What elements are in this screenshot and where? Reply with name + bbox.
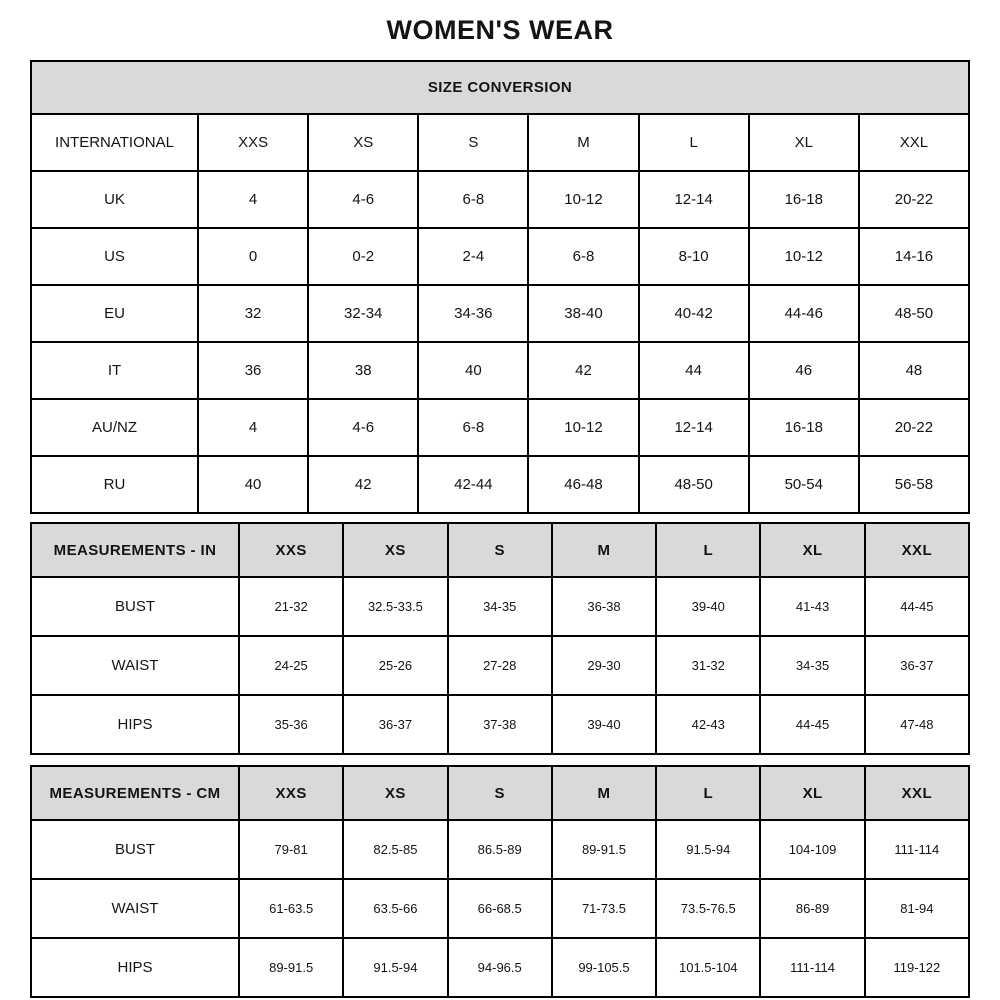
- cell: 35-36: [239, 695, 343, 754]
- cell: 10-12: [749, 228, 859, 285]
- cell: 6-8: [418, 171, 528, 228]
- cell: 41-43: [760, 577, 864, 636]
- table-row-ru: [31, 456, 969, 513]
- cell: 10-12: [528, 171, 638, 228]
- cell: 86.5-89: [448, 820, 552, 879]
- size-header-xxs: XXS: [239, 523, 343, 577]
- cell: 4: [198, 171, 308, 228]
- cell: 0: [198, 228, 308, 285]
- table-row-aunz: [31, 399, 969, 456]
- size-header-s: S: [448, 523, 552, 577]
- cell: 46: [749, 342, 859, 399]
- size-header-xxs: XXS: [198, 114, 308, 171]
- size-header-xxs: XXS: [239, 766, 343, 820]
- size-header-xs: XS: [343, 523, 447, 577]
- row-label-ru: RU: [31, 456, 198, 513]
- cell: 0-2: [308, 228, 418, 285]
- table-row-waist-cm: [31, 879, 969, 938]
- row-label-it: IT: [31, 342, 198, 399]
- cell: 36-37: [343, 695, 447, 754]
- cell: 16-18: [749, 171, 859, 228]
- cell: 56-58: [859, 456, 969, 513]
- cell: 42: [308, 456, 418, 513]
- measurements-cm-title: MEASUREMENTS - CM: [31, 766, 239, 820]
- size-header-m: M: [552, 766, 656, 820]
- cell: 50-54: [749, 456, 859, 513]
- cell: 44-45: [865, 577, 969, 636]
- size-header-xl: XL: [749, 114, 859, 171]
- cell: 31-32: [656, 636, 760, 695]
- page-title: WOMEN'S WEAR: [386, 15, 614, 45]
- table-row-us: [31, 228, 969, 285]
- size-conversion-table: [30, 60, 970, 514]
- cell: 94-96.5: [448, 938, 552, 997]
- size-header-xs: XS: [308, 114, 418, 171]
- cell: 81-94: [865, 879, 969, 938]
- cell: 42: [528, 342, 638, 399]
- cell: 4-6: [308, 171, 418, 228]
- cell: 101.5-104: [656, 938, 760, 997]
- row-label-bust: BUST: [31, 820, 239, 879]
- cell: 37-38: [448, 695, 552, 754]
- cell: 66-68.5: [448, 879, 552, 938]
- cell: 12-14: [639, 171, 749, 228]
- size-header-m: M: [528, 114, 638, 171]
- cell: 82.5-85: [343, 820, 447, 879]
- size-header-s: S: [418, 114, 528, 171]
- cell: 48: [859, 342, 969, 399]
- cell: 119-122: [865, 938, 969, 997]
- cell: 63.5-66: [343, 879, 447, 938]
- row-label-us: US: [31, 228, 198, 285]
- row-label-uk: UK: [31, 171, 198, 228]
- cell: 79-81: [239, 820, 343, 879]
- size-header-l: L: [656, 523, 760, 577]
- cell: 71-73.5: [552, 879, 656, 938]
- cell: 27-28: [448, 636, 552, 695]
- cell: 44-46: [749, 285, 859, 342]
- cell: 4-6: [308, 399, 418, 456]
- cell: 89-91.5: [552, 820, 656, 879]
- row-label-international: INTERNATIONAL: [31, 114, 198, 171]
- cell: 36-37: [865, 636, 969, 695]
- size-conversion-header-row: [31, 61, 969, 114]
- cell: 61-63.5: [239, 879, 343, 938]
- cell: 29-30: [552, 636, 656, 695]
- table-row-bust-cm: [31, 820, 969, 879]
- cell: 6-8: [528, 228, 638, 285]
- measurements-in-title: MEASUREMENTS - IN: [31, 523, 239, 577]
- table-row-it: [31, 342, 969, 399]
- cell: 99-105.5: [552, 938, 656, 997]
- cell: 40: [418, 342, 528, 399]
- cell: 21-32: [239, 577, 343, 636]
- cell: 34-36: [418, 285, 528, 342]
- size-header-xxl: XXL: [859, 114, 969, 171]
- size-header-l: L: [656, 766, 760, 820]
- cell: 20-22: [859, 171, 969, 228]
- cell: 111-114: [760, 938, 864, 997]
- size-header-xl: XL: [760, 523, 864, 577]
- cell: 46-48: [528, 456, 638, 513]
- cell: 39-40: [552, 695, 656, 754]
- size-header-m: M: [552, 523, 656, 577]
- cell: 16-18: [749, 399, 859, 456]
- cell: 111-114: [865, 820, 969, 879]
- cell: 34-35: [760, 636, 864, 695]
- cell: 44: [639, 342, 749, 399]
- cell: 6-8: [418, 399, 528, 456]
- measurements-in-header-row: [31, 523, 969, 577]
- measurements-in-table: [30, 522, 970, 755]
- size-header-xs: XS: [343, 766, 447, 820]
- cell: 40: [198, 456, 308, 513]
- cell: 86-89: [760, 879, 864, 938]
- international-sizes-row: [31, 114, 969, 171]
- row-label-eu: EU: [31, 285, 198, 342]
- cell: 40-42: [639, 285, 749, 342]
- cell: 47-48: [865, 695, 969, 754]
- cell: 73.5-76.5: [656, 879, 760, 938]
- cell: 42-43: [656, 695, 760, 754]
- cell: 36: [198, 342, 308, 399]
- size-conversion-title: SIZE CONVERSION: [31, 61, 969, 114]
- cell: 32-34: [308, 285, 418, 342]
- table-row-hips-in: [31, 695, 969, 754]
- cell: 34-35: [448, 577, 552, 636]
- cell: 48-50: [639, 456, 749, 513]
- row-label-aunz: AU/NZ: [31, 399, 198, 456]
- cell: 104-109: [760, 820, 864, 879]
- cell: 12-14: [639, 399, 749, 456]
- row-label-waist: WAIST: [31, 879, 239, 938]
- size-header-l: L: [639, 114, 749, 171]
- cell: 4: [198, 399, 308, 456]
- cell: 32.5-33.5: [343, 577, 447, 636]
- measurements-cm-header-row: [31, 766, 969, 820]
- row-label-hips: HIPS: [31, 938, 239, 997]
- cell: 36-38: [552, 577, 656, 636]
- table-row-eu: [31, 285, 969, 342]
- table-row-uk: [31, 171, 969, 228]
- cell: 14-16: [859, 228, 969, 285]
- cell: 38-40: [528, 285, 638, 342]
- cell: 25-26: [343, 636, 447, 695]
- cell: 10-12: [528, 399, 638, 456]
- row-label-bust: BUST: [31, 577, 239, 636]
- table-row-bust-in: [31, 577, 969, 636]
- cell: 20-22: [859, 399, 969, 456]
- cell: 44-45: [760, 695, 864, 754]
- size-header-s: S: [448, 766, 552, 820]
- cell: 91.5-94: [656, 820, 760, 879]
- size-header-xxl: XXL: [865, 766, 969, 820]
- measurements-cm-table: [30, 765, 970, 998]
- cell: 48-50: [859, 285, 969, 342]
- cell: 2-4: [418, 228, 528, 285]
- cell: 24-25: [239, 636, 343, 695]
- table-row-waist-in: [31, 636, 969, 695]
- cell: 89-91.5: [239, 938, 343, 997]
- cell: 8-10: [639, 228, 749, 285]
- row-label-hips: HIPS: [31, 695, 239, 754]
- cell: 91.5-94: [343, 938, 447, 997]
- row-label-waist: WAIST: [31, 636, 239, 695]
- cell: 39-40: [656, 577, 760, 636]
- table-row-hips-cm: [31, 938, 969, 997]
- cell: 38: [308, 342, 418, 399]
- size-header-xl: XL: [760, 766, 864, 820]
- size-header-xxl: XXL: [865, 523, 969, 577]
- cell: 42-44: [418, 456, 528, 513]
- cell: 32: [198, 285, 308, 342]
